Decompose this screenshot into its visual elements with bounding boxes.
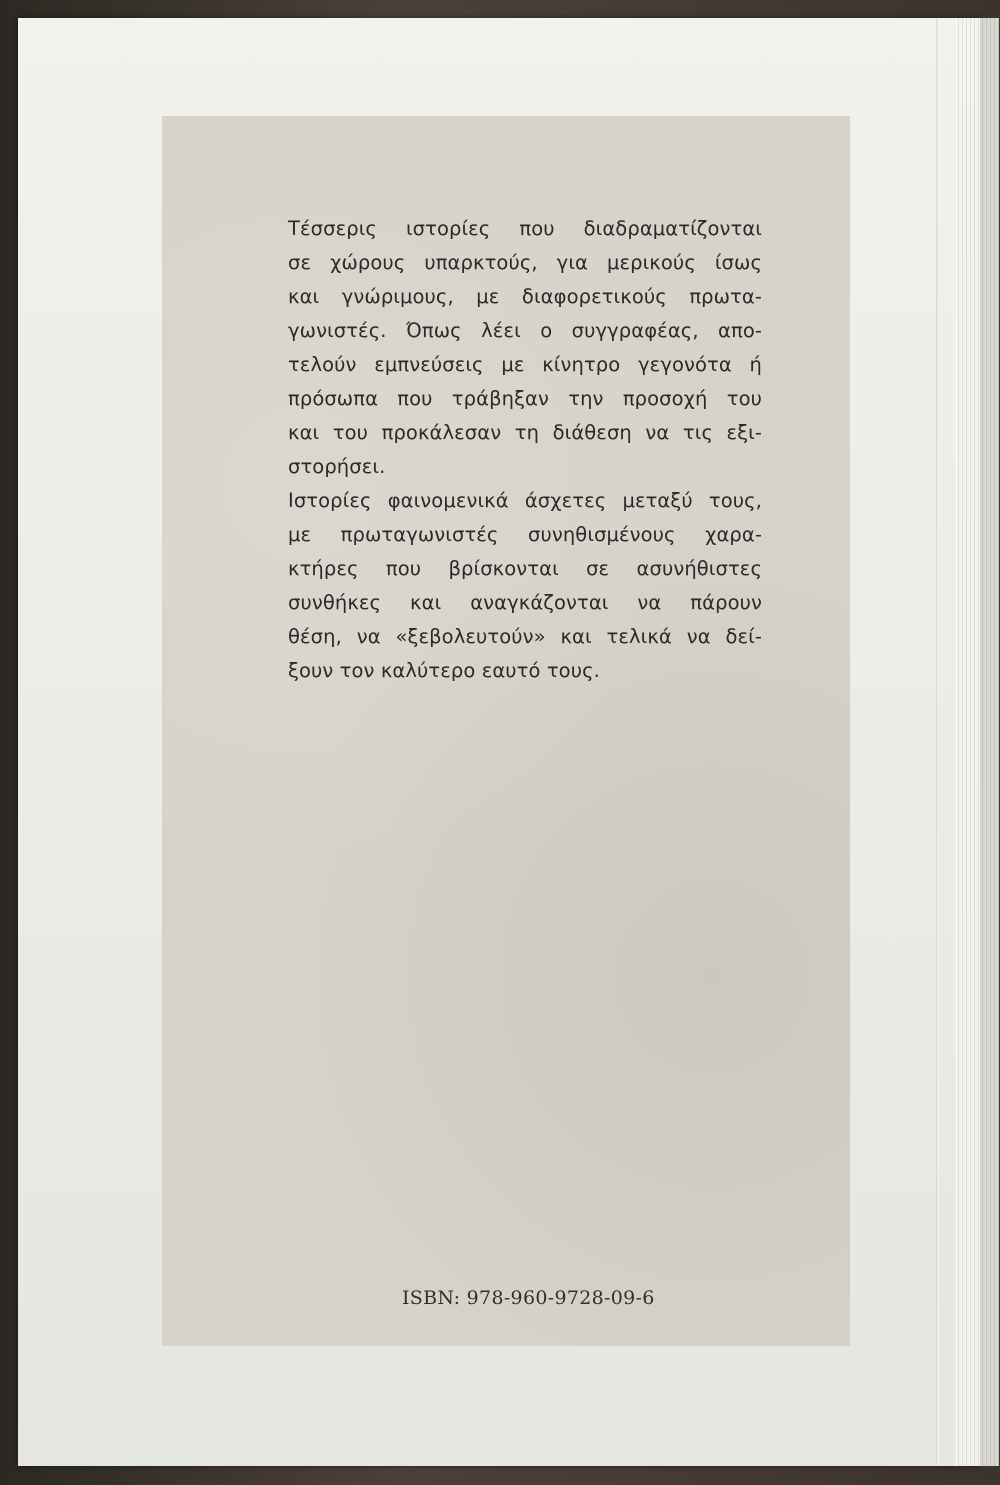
blurb-line: πρόσωπα που τράβηξαν την προσοχή του [288, 387, 762, 410]
blurb-line: κτήρες που βρίσκονται σε ασυνήθιστες [288, 557, 762, 580]
book-back-cover [18, 18, 980, 1466]
blurb-text [288, 212, 762, 688]
blurb-line: ξουν τον καλύτερο εαυτό τους. [288, 659, 600, 682]
blurb-line: συνθήκες και αναγκάζονται να πάρουν [288, 591, 762, 614]
blurb-line: στορήσει. [288, 455, 386, 478]
blurb-line: γωνιστές. Όπως λέει ο συγγραφέας, απο- [288, 319, 762, 342]
blurb-line: σε χώρους υπαρκτούς, για μερικούς ίσως [288, 251, 762, 274]
page-edges [955, 18, 999, 1466]
blurb-line: Τέσσερις ιστορίες που διαδραματίζονται [288, 217, 762, 240]
blurb-panel [162, 116, 850, 1346]
cover-crease [936, 18, 939, 1466]
blurb-line: και γνώριμους, με διαφορετικούς πρωτα- [288, 285, 762, 308]
blurb-line: Ιστορίες φαινομενικά άσχετες μεταξύ τους, [288, 489, 762, 512]
blurb-line: με πρωταγωνιστές συνηθισμένους χαρα- [288, 523, 762, 546]
blurb-line: τελούν εμπνεύσεις με κίνητρο γεγονότα ή [288, 353, 762, 376]
blurb-line: και του προκάλεσαν τη διάθεση να τις εξι- [288, 421, 762, 444]
isbn-label: ISBN: 978-960-9728-09-6 [402, 1287, 655, 1309]
blurb-line: θέση, να «ξεβολευτούν» και τελικά να δεί- [288, 625, 762, 648]
